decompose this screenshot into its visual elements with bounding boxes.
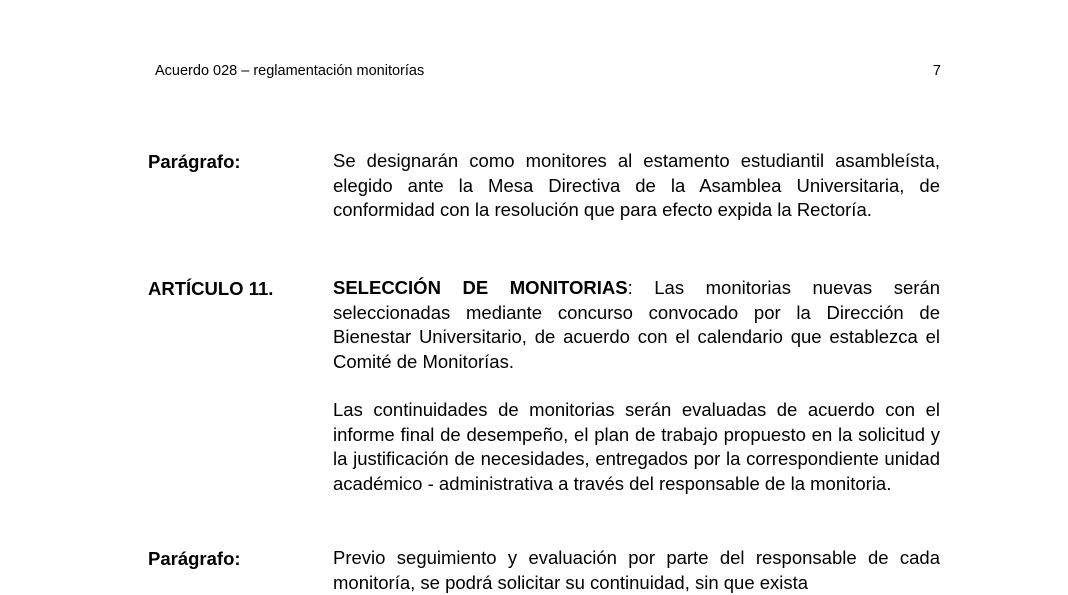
paragraph-text: Previo seguimiento y evaluación por parte del responsable de cada monitoría, se podrá solicitar su continuidad, sin que exista [333,547,940,593]
paragraph-label: Parágrafo: [148,548,241,569]
article-second-paragraph: Las continuidades de monitorias serán evaluadas de acuerdo con el informe final de desempeño, el plan de trabajo propuesto en la solicitud y la justificación de necesidades, entregados por la correspondiente unidad académico - administrativa a través del responsable de la monitoria. [333,399,940,495]
article-heading: SELECCIÓN DE MONITORIAS [333,277,628,298]
running-header-title: Acuerdo 028 – reglamentación monitorías [155,63,425,79]
page-number: 7 [932,63,941,79]
paragraph-label: Parágrafo: [148,151,241,172]
article-text [333,276,940,375]
article-label: ARTÍCULO 11. [148,278,274,299]
article-body: : Las monitorias nuevas serán seleccionadas mediante concurso convocado por la Dirección de Bienestar Universitario, de acuerdo con el calendario que establezca el Comité de Monitorías. [333,277,940,373]
paragraph-text: Se designarán como monitores al estamento estudiantil asambleísta, elegido ante la Mesa Directiva de la Asamblea Universitaria, de conformidad con la resolución que para efecto expida la Rectoría. [333,150,940,221]
